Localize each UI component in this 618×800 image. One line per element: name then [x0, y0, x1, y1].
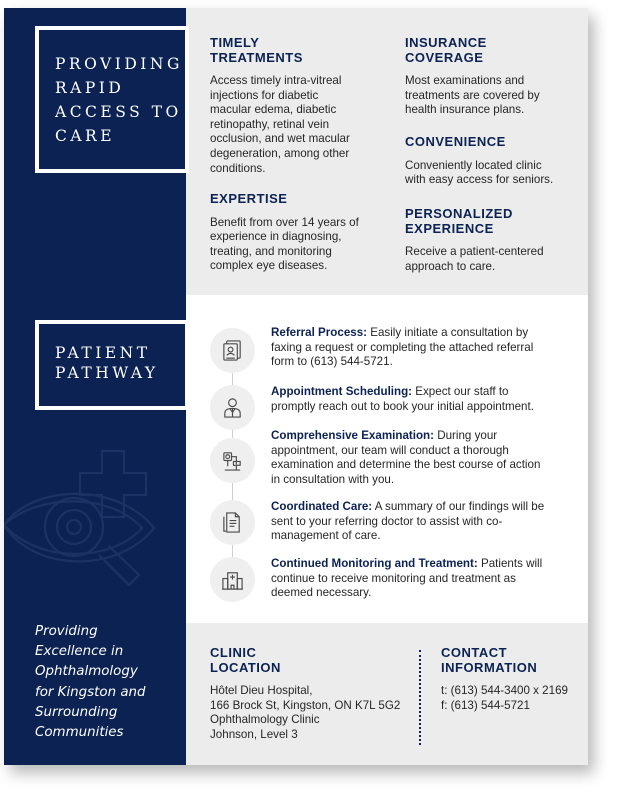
tagline-line: Surrounding [35, 704, 118, 720]
clinic-location-heading [210, 646, 410, 675]
body-line: treating, and monitoring [210, 244, 332, 258]
timely-treatments-heading [210, 36, 390, 65]
expertise-body [210, 216, 390, 274]
step-text [271, 429, 540, 487]
step-title: Appointment Scheduling: [271, 385, 413, 398]
body-line: Receive a patient-centered [405, 245, 544, 258]
heading-line: CONVENIENCE [405, 134, 506, 149]
heading-line: LOCATION [210, 659, 281, 675]
tagline-line: Ophthalmology [35, 664, 138, 680]
step-text [271, 385, 534, 414]
rapid-access-title-box [35, 26, 189, 173]
step-line [271, 557, 542, 572]
timely-treatments-block [210, 36, 390, 176]
body-line: health insurance plans. [405, 103, 525, 117]
staff-person-icon [210, 385, 255, 430]
eye-exam-equipment-icon [210, 438, 255, 483]
body-line: occlusion, and wet macular [210, 132, 350, 146]
step-line: promptly reach out to book your initial appointment. [271, 399, 534, 413]
body-line: complex eye diseases. [210, 259, 328, 273]
tagline-line: Excellence in [35, 644, 124, 660]
heading-line: EXPERTISE [210, 191, 288, 206]
step-line: faxing a request or completing the attached referral [271, 340, 534, 354]
insurance-coverage-block [405, 36, 581, 118]
step-line-rest: A summary of our findings will be [372, 500, 545, 513]
personalized-experience-heading [405, 207, 581, 236]
phone-number: t: (613) 544-3400 x 2169 [441, 684, 568, 697]
convenience-body [405, 159, 581, 188]
step-line-rest: Expect our staff to [412, 385, 509, 398]
body-line: Conveniently located clinic [405, 158, 542, 172]
clinic-location-block [210, 646, 410, 742]
title-line: PATIENT [55, 344, 151, 362]
body-line: with easy access for seniors. [405, 173, 554, 187]
heading-line: PERSONALIZED [405, 206, 513, 221]
contact-information-block [441, 646, 581, 713]
heading-line: INSURANCE [405, 35, 487, 50]
title-line: CARE [55, 127, 116, 145]
tagline-line: Providing [35, 624, 98, 639]
body-line: retinopathy, retinal vein [210, 117, 330, 131]
step-line: examination and determine the best course of action [271, 458, 541, 472]
body-line: macular edema, diabetic [210, 103, 337, 117]
step-line: appointment, our team will conduct a thorough [271, 443, 509, 457]
body-line: injections for diabetic [210, 88, 319, 102]
contact-numbers [441, 684, 581, 713]
heading-line: CLINIC [210, 645, 257, 660]
tagline [35, 622, 183, 743]
title-line: PATHWAY [55, 364, 159, 382]
patient-pathway-title-box [35, 320, 189, 410]
step-line [271, 385, 534, 400]
body-line: approach to care. [405, 259, 496, 273]
heading-line: INFORMATION [441, 659, 538, 675]
step-title: Referral Process: [271, 326, 368, 339]
convenience-heading [405, 135, 581, 150]
body-line: Access timely intra-vitreal [210, 74, 342, 87]
heading-line: TIMELY [210, 35, 260, 50]
step-line: sent to your referring doctor to assist with co- [271, 514, 503, 528]
step-line: in consultation with you. [271, 472, 395, 486]
step-line [271, 326, 533, 341]
heading-line: TREATMENTS [210, 49, 303, 65]
hospital-building-icon [210, 557, 255, 602]
expertise-heading [210, 192, 390, 207]
step-line: management of care. [271, 529, 381, 543]
insurance-coverage-heading [405, 36, 581, 65]
step-line-rest: Patients will [477, 557, 543, 570]
address-line: Johnson, Level 3 [210, 727, 298, 741]
title-line: RAPID [55, 79, 125, 97]
contact-information-heading [441, 646, 581, 675]
address-line: Ophthalmology Clinic [210, 713, 320, 727]
body-line: Benefit from over 14 years of [210, 215, 359, 229]
step-line: deemed necessary. [271, 586, 372, 600]
convenience-block [405, 135, 581, 188]
personalized-experience-body [405, 245, 581, 274]
fax-number: f: (613) 544-5721 [441, 698, 530, 712]
body-line: degeneration, among other [210, 146, 350, 160]
step-text [271, 500, 544, 544]
tagline-line: Communities [35, 725, 124, 741]
step-title: Coordinated Care: [271, 500, 373, 513]
insurance-coverage-body [405, 74, 581, 118]
expertise-block [210, 192, 390, 274]
step-text [271, 326, 533, 370]
title-line: ACCESS TO [55, 103, 182, 121]
step-title: Continued Monitoring and Treatment: [271, 557, 478, 570]
step-line [271, 500, 544, 515]
referral-form-icon [210, 328, 255, 373]
tagline-line: for Kingston and [35, 684, 146, 700]
heading-line: EXPERIENCE [405, 220, 494, 236]
body-line: conditions. [210, 161, 266, 175]
step-line: continue to receive monitoring and treatment as [271, 571, 516, 585]
dotted-divider [419, 650, 421, 745]
eye-cross-watermark-icon [4, 443, 186, 613]
step-text [271, 557, 542, 601]
body-line: Most examinations and [405, 74, 525, 87]
address-line: Hôtel Dieu Hospital, [210, 684, 313, 697]
heading-line: COVERAGE [405, 49, 484, 65]
step-line: form to (613) 544-5721. [271, 355, 393, 369]
step-line-rest: Easily initiate a consultation by [367, 326, 529, 339]
timely-treatments-body [210, 74, 390, 176]
personalized-experience-block [405, 207, 581, 274]
document-report-icon [210, 500, 255, 545]
title-line: PROVIDING [55, 55, 183, 73]
address-line: 166 Brock St, Kingston, ON K7L 5G2 [210, 698, 401, 712]
step-title: Comprehensive Examination: [271, 429, 434, 442]
body-line: experience in diagnosing, [210, 230, 342, 244]
clinic-address [210, 684, 410, 742]
step-line [271, 429, 540, 444]
step-line-rest: During your [434, 429, 498, 442]
brochure-page [4, 8, 588, 765]
body-line: treatments are covered by [405, 88, 540, 102]
heading-line: CONTACT [441, 645, 508, 660]
